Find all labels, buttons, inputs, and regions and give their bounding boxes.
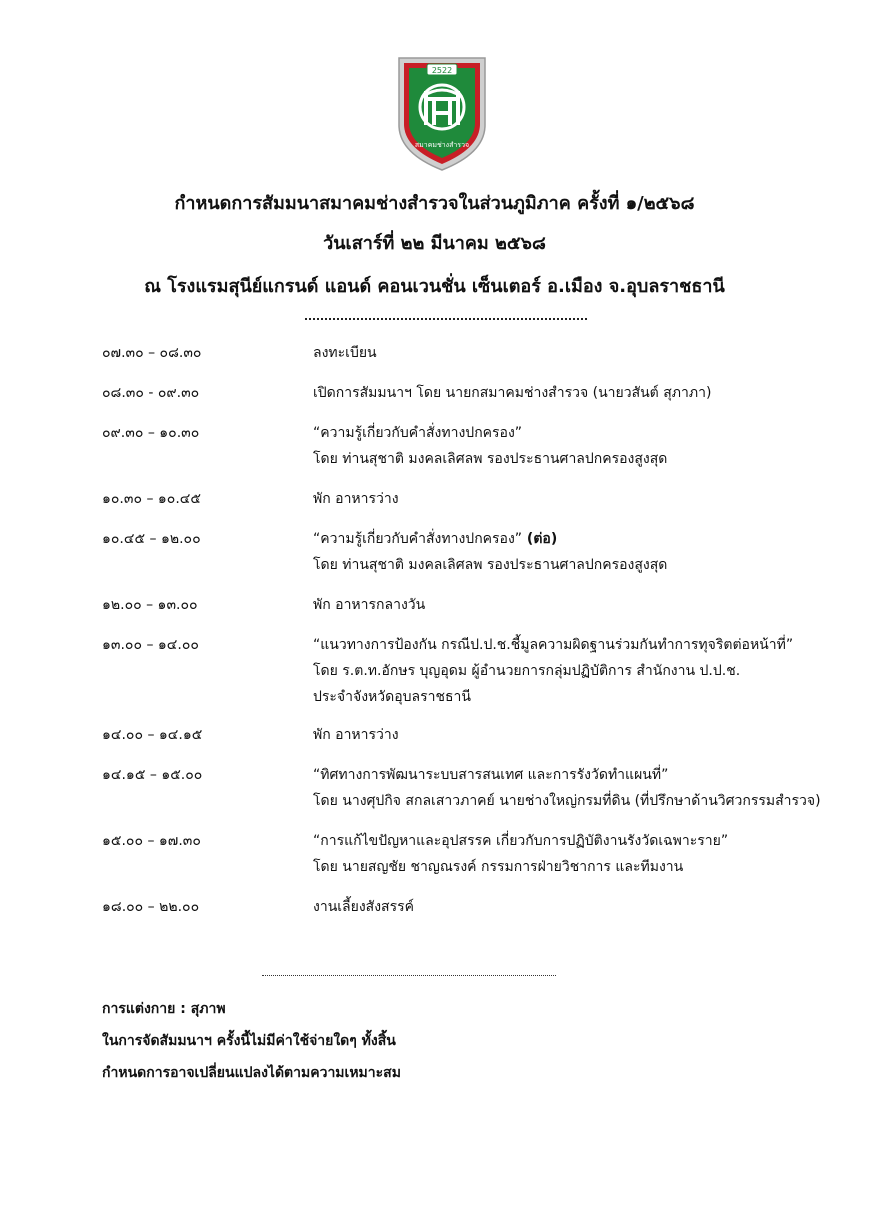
schedule-time: ๐๗.๓๐ – ๐๘.๓๐ (102, 345, 202, 361)
title-divider (305, 318, 587, 320)
shield-emblem-icon (393, 55, 491, 173)
schedule-line: โดย ท่านสุชาติ มงคลเลิศลพ รองประธานศาลปกครองสูงสุด (313, 557, 668, 573)
schedule-description (313, 726, 853, 752)
schedule-time: ๑๐.๓๐ – ๑๐.๔๕ (102, 491, 201, 507)
schedule-time: ๑๘.๐๐ – ๒๒.๐๐ (102, 899, 200, 915)
continued-marker: (ต่อ) (522, 531, 558, 547)
schedule-time: ๐๙.๓๐ – ๑๐.๓๐ (102, 425, 200, 441)
schedule-description (313, 766, 853, 818)
schedule-line: “แนวทางการป้องกัน กรณีป.ป.ช.ชี้มูลความผิดฐานร่วมกันทำการทุจริตต่อหน้าที่” (313, 637, 794, 653)
schedule-line: โดย นายสญชัย ชาญณรงค์ กรรมการฝ่ายวิชาการ และทีมงาน (313, 859, 684, 875)
schedule-description (313, 424, 853, 476)
schedule-change-note: กำหนดการอาจเปลี่ยนแปลงได้ตามความเหมาะสม (102, 1065, 401, 1081)
schedule-description (313, 384, 853, 410)
schedule-line: โดย ร.ต.ท.อักษร บุญอุดม ผู้อำนวยการกลุ่มปฏิบัติการ สำนักงาน ป.ป.ช. (313, 663, 741, 679)
schedule-time: ๑๓.๐๐ – ๑๔.๐๐ (102, 637, 199, 653)
schedule-line: ประจำจังหวัดอุบลราชธานี (313, 689, 471, 705)
schedule-line: โดย นางศุปกิจ สกลเสาวภาคย์ นายช่างใหญ่กรมที่ดิน (ที่ปรึกษาด้านวิศวกรรมสำรวจ) (313, 793, 821, 809)
schedule-line: งานเลี้ยงสังสรรค์ (313, 899, 415, 915)
schedule-line: ลงทะเบียน (313, 345, 377, 361)
schedule-description (313, 490, 853, 516)
agenda-date: วันเสาร์ที่ ๒๒ มีนาคม ๒๕๖๘ (323, 233, 546, 254)
schedule-time: ๑๔.๐๐ – ๑๔.๑๕ (102, 727, 203, 743)
dress-code-note: การแต่งกาย : สุภาพ (102, 1001, 226, 1017)
notes-section (102, 1000, 401, 1096)
schedule-line: พัก อาหารว่าง (313, 491, 399, 507)
schedule-time: ๑๐.๔๕ – ๑๒.๐๐ (102, 531, 201, 547)
schedule-line: พัก อาหารกลางวัน (313, 597, 426, 613)
schedule-line: “ทิศทางการพัฒนาระบบสารสนเทศ และการรังวัดทำแผนที่” (313, 767, 669, 783)
schedule-line: พัก อาหารว่าง (313, 727, 399, 743)
schedule-description (313, 898, 853, 924)
schedule-description (313, 596, 853, 622)
association-logo (393, 55, 491, 173)
schedule-description (313, 530, 853, 582)
agenda-venue: ณ โรงแรมสุนีย์แกรนด์ แอนด์ คอนเวนชั่น เซ็นเตอร์ อ.เมือง จ.อุบลราชธานี (144, 276, 725, 297)
schedule-time: ๑๕.๐๐ – ๑๗.๓๐ (102, 833, 201, 849)
footer-divider (262, 975, 556, 976)
schedule-time: ๑๒.๐๐ – ๑๓.๐๐ (102, 597, 198, 613)
no-cost-note: ในการจัดสัมมนาฯ ครั้งนี้ไม่มีค่าใช้จ่ายใดๆ ทั้งสิ้น (102, 1033, 396, 1049)
schedule-line: โดย ท่านสุชาติ มงคลเลิศลพ รองประธานศาลปกครองสูงสุด (313, 451, 668, 467)
schedule-time: ๐๘.๓๐ - ๐๙.๓๐ (102, 385, 200, 401)
schedule-description (313, 636, 853, 714)
schedule-line: “ความรู้เกี่ยวกับคำสั่งทางปกครอง” (313, 425, 523, 441)
agenda-title: กำหนดการสัมมนาสมาคมช่างสำรวจในส่วนภูมิภาค ครั้งที่ ๑/๒๕๖๘ (174, 193, 695, 214)
schedule-description (313, 832, 853, 884)
schedule-description (313, 344, 853, 370)
logo-year: 2522 (431, 66, 453, 75)
logo-text: สมาคมช่างสำรวจ (414, 141, 470, 149)
schedule-line (313, 530, 853, 556)
schedule-time: ๑๔.๑๕ – ๑๕.๐๐ (102, 767, 203, 783)
schedule-line: เปิดการสัมมนาฯ โดย นายกสมาคมช่างสำรวจ (นายวสันต์ สุภาภา) (313, 385, 712, 401)
schedule-line: “การแก้ไขปัญหาและอุปสรรค เกี่ยวกับการปฏิบัติงานรังวัดเฉพาะราย” (313, 833, 729, 849)
session-topic: “ความรู้เกี่ยวกับคำสั่งทางปกครอง” (313, 531, 523, 547)
